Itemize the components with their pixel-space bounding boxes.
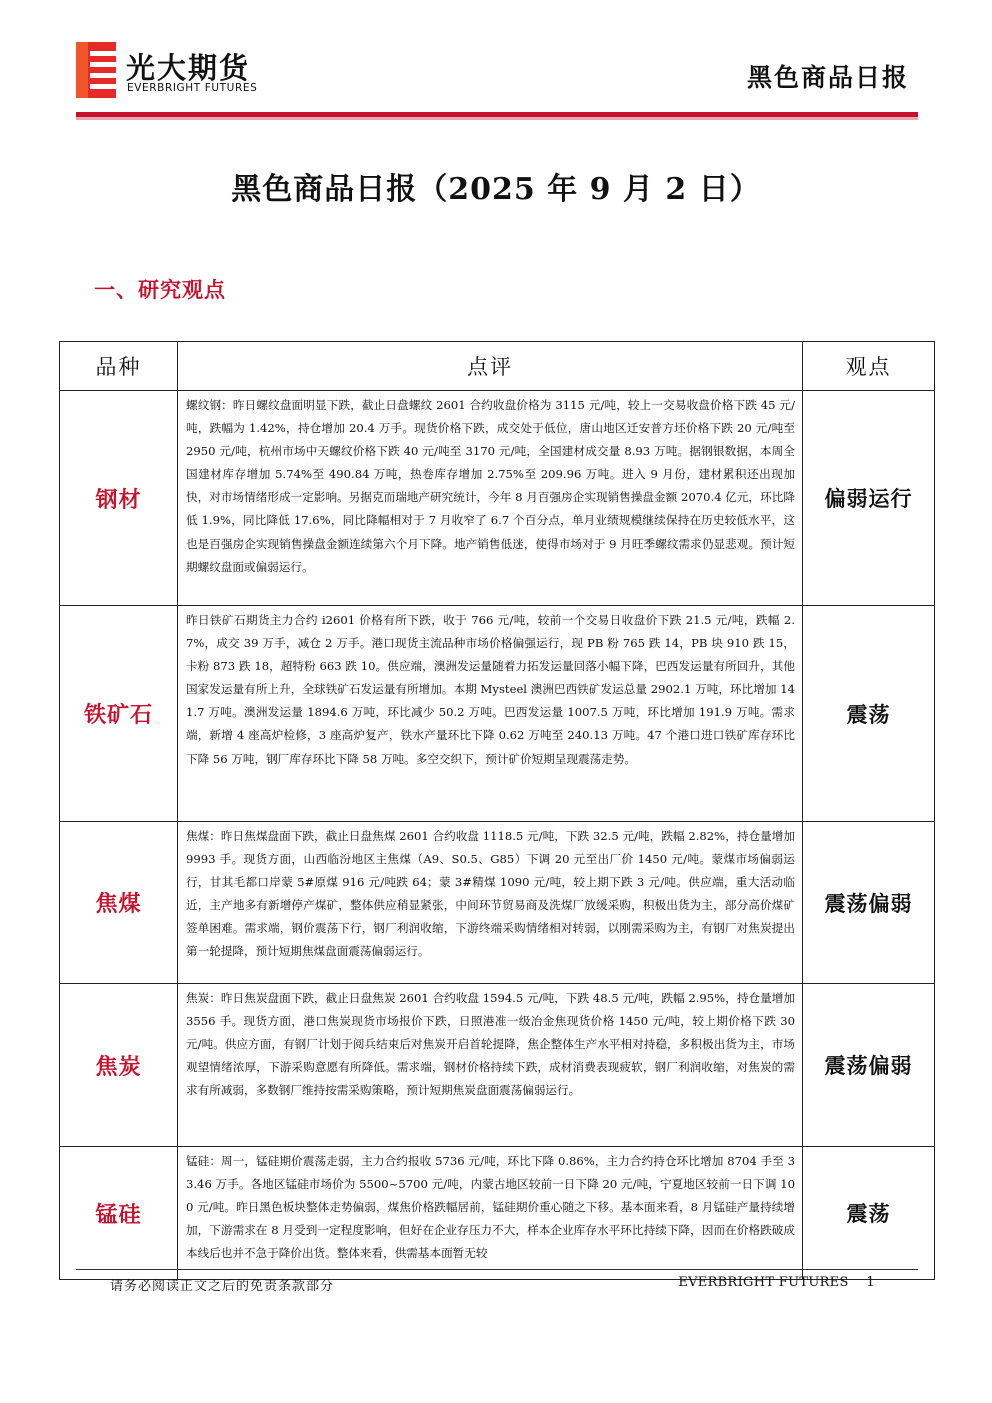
table-row [60,984,935,1147]
footer-brand-page [678,1275,875,1290]
row-view: 震荡 [803,606,935,822]
header-comment: 点评 [178,342,803,391]
row-view: 震荡 [803,1147,935,1280]
row-comment-cell [178,1147,803,1280]
row-category: 焦炭 [60,984,178,1147]
everbright-logo-icon [76,42,116,98]
row-category: 焦煤 [60,822,178,984]
row-comment: 锰硅：周一，锰硅期价震荡走弱，主力合约报收 5736 元/吨，环比下降 0.86%，主力合约持仓环比增加 8704 手至 33.46 万手。各地区锰硅市场价为 5500~5700 元/吨，内蒙古地区较前一日下降 20 元/吨，宁夏地区较前一日下调 100 元/吨。昨日黑色板块整体走势偏弱，煤焦价格跌幅居前，锰硅期价重心随之下移。基本面来看，8 月锰硅产量持续增加，下游需求在 8 月受到一定程度影响，但好在企业存压力不大，样本企业库存水平环比持续下降，因而在价格跌破成本线后也并不急于降价出货。整体来看，供需基本面暂无较 [186,1154,795,1261]
row-category: 铁矿石 [60,606,178,822]
page-number: 1 [866,1275,875,1290]
table-row [60,1147,935,1280]
report-title: 黑色商品日报（2025 年 9 月 2 日） [231,172,761,207]
table-row [60,822,935,984]
row-view: 震荡偏弱 [803,822,935,984]
footer-disclaimer: 请务必阅读正文之后的免责条款部分 [110,1279,335,1294]
row-comment: 焦炭：昨日焦炭盘面下跌，截止日盘焦炭 2601 合约收盘 1594.5 元/吨，下跌 48.5 元/吨，跌幅 2.95%，持仓量增加 3556 手。现货方面，港口焦炭现货市场报价下跌，日照港准一级冶金焦现货价格 1450 元/吨，较上期价格下跌 30 元/吨。供应方面，有钢厂计划于阅兵结束后对焦炭开启首轮提降，焦企整体生产水平相对持稳，多积极出货为主，市场观望情绪浓厚，下游采购意愿有所降低。需求端，钢材价格持续下跌，成材消费表现疲软，钢厂利润收缩，对焦炭的需求有所减弱，多数钢厂维持按需采购策略，预计短期焦炭盘面震荡偏弱运行。 [178,984,803,1147]
logo-english-name: EVERBRIGHT FUTURES [127,82,258,94]
row-view: 偏弱运行 [803,391,935,606]
row-category: 锰硅 [60,1147,178,1280]
table-header-row [60,342,935,391]
row-view: 震荡偏弱 [803,984,935,1147]
table-row [60,391,935,606]
footer-divider [76,1269,918,1270]
row-comment: 螺纹钢：昨日螺纹盘面明显下跌，截止日盘螺纹 2601 合约收盘价格为 3115 元/吨，较上一交易收盘价格下跌 45 元/吨，跌幅为 1.42%，持仓增加 20.4 万手。现货价格下跌，成交处于低位，唐山地区迁安普方坯价格下跌 20 元/吨至 2950 元/吨，杭州市场中天螺纹价格下跌 40 元/吨至 3170 元/吨，全国建材成交量 8.93 万吨。据钢银数据，本周全国建材库存增加 5.74%至 490.84 万吨，热卷库存增加 2.75%至 209.96 万吨。进入 9 月份，建材累积还出现加快，对市场情绪形成一定影响。另据克而瑞地产研究统计，今年 8 月百强房企实现销售操盘金额 2070.4 亿元，环比降低 1.9%，同比降低 17.6%，同比降幅相对于 7 月收窄了 6.7 个百分点，单月业绩规模继续保持在历史较低水平，这也是百强房企实现销售操盘金额连续第六个月下降。地产销售低迷，使得市场对于 9 月旺季螺纹需求仍显悲观。预计短期螺纹盘面或偏弱运行。 [178,391,803,606]
company-logo [76,42,286,98]
report-type-tag: 黑色商品日报 [746,63,909,92]
research-views-table [59,341,935,1280]
table-row [60,606,935,822]
footer-brand: EVERBRIGHT FUTURES [678,1275,849,1290]
header-divider [76,112,918,120]
row-category: 钢材 [60,391,178,606]
logo-chinese-name: 光大期货 [126,51,251,85]
header-view: 观点 [803,342,935,391]
row-comment: 焦煤：昨日焦煤盘面下跌，截止日盘焦煤 2601 合约收盘 1118.5 元/吨，下跌 32.5 元/吨，跌幅 2.82%，持仓量增加 9993 手。现货方面，山西临汾地区主焦煤（A9、S0.5、G85）下调 20 元至出厂价 1450 元/吨。蒙煤市场偏弱运行，甘其毛都口岸蒙 5#原煤 916 元/吨跌 64；蒙 3#精煤 1090 元/吨，较上期下跌 3 元/吨。供应端，重大活动临近，主产地多有新增停产煤矿，整体供应稍显紧张，中间环节贸易商及洗煤厂放缓采购，积极出货为主，部分高价煤矿签单困难。需求端，钢价震荡下行，钢厂利润收缩，下游终端采购情绪相对转弱，以刚需采购为主，有钢厂对焦炭提出第一轮提降，预计短期焦煤盘面震荡偏弱运行。 [178,822,803,984]
row-comment: 昨日铁矿石期货主力合约 i2601 价格有所下跌，收于 766 元/吨，较前一个交易日收盘价下跌 21.5 元/吨，跌幅 2.7%，成交 39 万手，减仓 2 万手。港口现货主流品种市场价格偏强运行，现 PB 粉 765 跌 14，PB 块 910 跌 15，卡粉 873 跌 18，超特粉 663 跌 10。供应端，澳洲发运量随着力拓发运量回落小幅下降，巴西发运量有所回升，其他国家发运量有所上升，全球铁矿石发运量有所增加。本期 Mysteel 澳洲巴西铁矿发运总量 2902.1 万吨，环比增加 141.7 万吨。澳洲发运量 1894.6 万吨，环比减少 50.2 万吨。巴西发运量 1007.5 万吨，环比增加 191.9 万吨。需求端，新增 4 座高炉检修，3 座高炉复产，铁水产量环比下降 0.62 万吨至 240.13 万吨。47 个港口进口铁矿库存环比下降 56 万吨，钢厂库存环比下降 58 万吨。多空交织下，预计矿价短期呈现震荡走势。 [178,606,803,822]
section-heading: 一、研究观点 [94,277,226,302]
header-category: 品种 [60,342,178,391]
